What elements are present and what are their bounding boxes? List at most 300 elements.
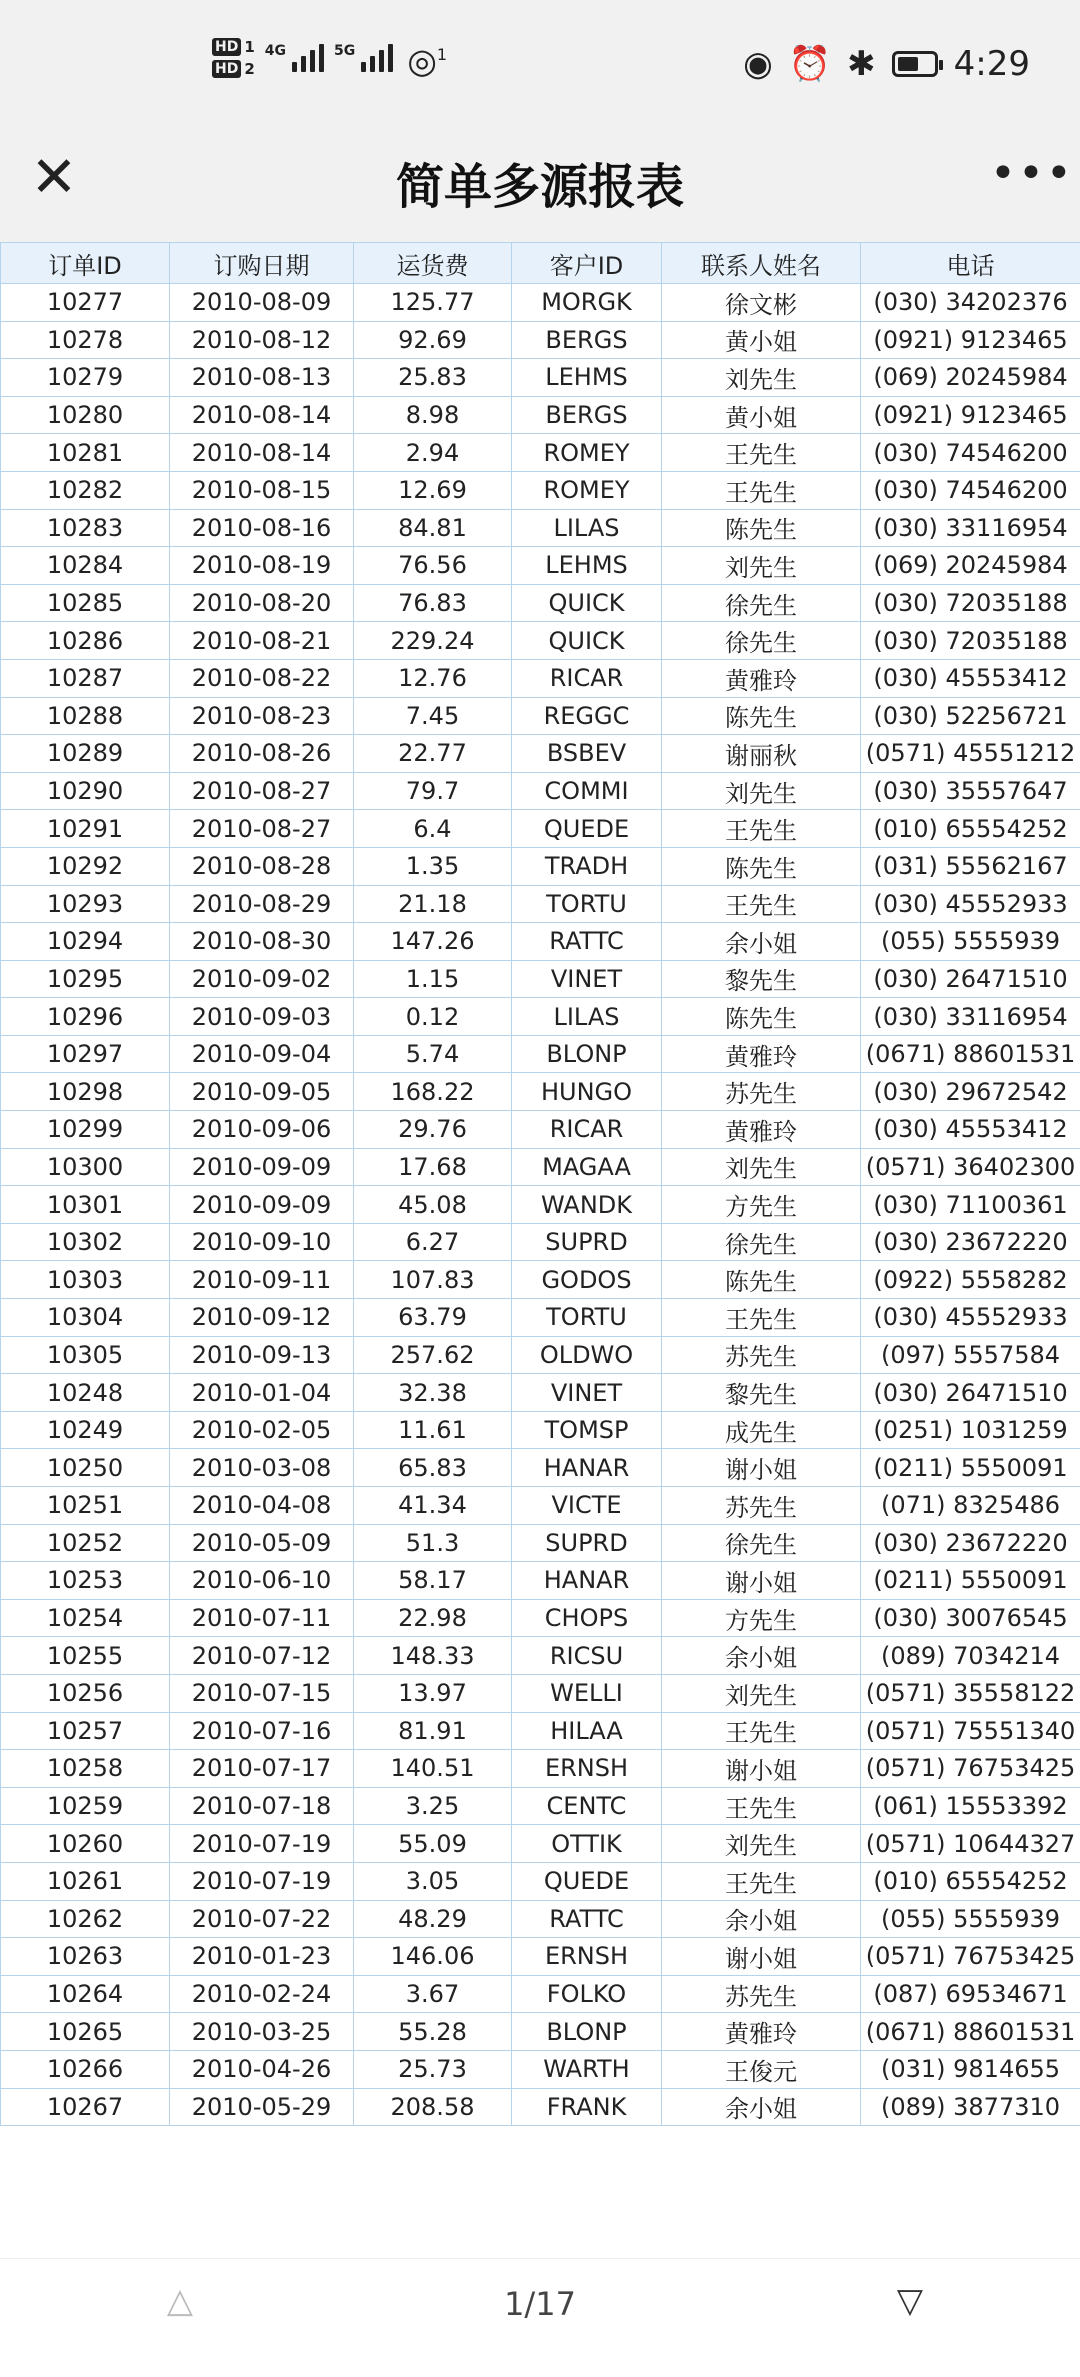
table-cell: 2010-08-09 [170, 284, 354, 322]
table-cell: 58.17 [354, 1562, 512, 1600]
table-cell: (031) 9814655 [861, 2050, 1080, 2088]
table-cell: 8.98 [354, 396, 512, 434]
table-cell: 王先生 [662, 1862, 861, 1900]
table-cell: 2010-05-29 [170, 2088, 354, 2126]
table-cell: (089) 7034214 [861, 1637, 1080, 1675]
table-row[interactable] [1, 772, 1080, 810]
table-cell: (030) 72035188 [861, 622, 1080, 660]
table-header-row [1, 243, 1080, 284]
table-cell: 6.27 [354, 1223, 512, 1261]
table-cell: 方先生 [662, 1186, 861, 1224]
table-cell: 55.28 [354, 2013, 512, 2051]
table-row[interactable] [1, 1862, 1080, 1900]
table-cell: (069) 20245984 [861, 547, 1080, 585]
table-cell: 王俊元 [662, 2050, 861, 2088]
close-button[interactable] [28, 152, 80, 204]
table-cell: (030) 71100361 [861, 1186, 1080, 1224]
table-row[interactable] [1, 1938, 1080, 1976]
table-cell: 10282 [1, 471, 170, 509]
table-cell: BLONP [512, 2013, 662, 2051]
table-cell: 苏先生 [662, 1975, 861, 2013]
table-cell: 2010-04-26 [170, 2050, 354, 2088]
table-cell: TORTU [512, 1299, 662, 1337]
table-row[interactable] [1, 1750, 1080, 1788]
table-cell: LILAS [512, 509, 662, 547]
table-cell: 徐先生 [662, 1223, 861, 1261]
table-cell: 10256 [1, 1674, 170, 1712]
table-cell: HANAR [512, 1562, 662, 1600]
table-row[interactable] [1, 396, 1080, 434]
table-cell: VINET [512, 1374, 662, 1412]
table-cell: (030) 23672220 [861, 1524, 1080, 1562]
table-cell: 10278 [1, 321, 170, 359]
signal-4g-icon [265, 44, 324, 72]
table-cell: 2010-03-08 [170, 1449, 354, 1487]
table-row[interactable] [1, 2050, 1080, 2088]
table-row[interactable] [1, 584, 1080, 622]
table-cell: VINET [512, 960, 662, 998]
table-cell: LILAS [512, 998, 662, 1036]
table-cell: 5.74 [354, 1035, 512, 1073]
table-cell: HUNGO [512, 1073, 662, 1111]
table-cell: 黄雅玲 [662, 2013, 861, 2051]
table-cell: (031) 55562167 [861, 847, 1080, 885]
table-cell: 10252 [1, 1524, 170, 1562]
column-header: 订购日期 [170, 243, 354, 284]
table-cell: (030) 52256721 [861, 697, 1080, 735]
table-cell: (030) 35557647 [861, 772, 1080, 810]
table-cell: 10255 [1, 1637, 170, 1675]
table-cell: (0921) 9123465 [861, 321, 1080, 359]
table-row[interactable] [1, 321, 1080, 359]
table-cell: FOLKO [512, 1975, 662, 2013]
battery-icon [892, 51, 938, 77]
table-cell: 146.06 [354, 1938, 512, 1976]
table-cell: 10267 [1, 2088, 170, 2126]
page-title: 简单多源报表 [0, 148, 1080, 217]
close-icon: ✕ [31, 145, 78, 210]
column-header: 电话 [861, 243, 1080, 284]
table-cell: (097) 5557584 [861, 1336, 1080, 1374]
signal-5g-icon [334, 44, 393, 72]
table-cell: 2010-08-23 [170, 697, 354, 735]
table-cell: 2010-07-11 [170, 1599, 354, 1637]
table-cell: (055) 5555939 [861, 923, 1080, 961]
table-row[interactable] [1, 697, 1080, 735]
table-cell: 2010-09-12 [170, 1299, 354, 1337]
table-cell: (0921) 9123465 [861, 396, 1080, 434]
table-row[interactable] [1, 1712, 1080, 1750]
table-cell: 3.25 [354, 1787, 512, 1825]
table-cell: 79.7 [354, 772, 512, 810]
table-cell: 10291 [1, 810, 170, 848]
table-cell: (030) 30076545 [861, 1599, 1080, 1637]
table-row[interactable] [1, 1336, 1080, 1374]
table-row[interactable] [1, 1111, 1080, 1149]
table-cell: (069) 20245984 [861, 359, 1080, 397]
table-cell: 2010-08-13 [170, 359, 354, 397]
report-table [0, 242, 1080, 2126]
table-cell: 10288 [1, 697, 170, 735]
table-cell: SUPRD [512, 1524, 662, 1562]
table-cell: RATTC [512, 1900, 662, 1938]
table-cell: 32.38 [354, 1374, 512, 1412]
table-cell: 2010-08-27 [170, 772, 354, 810]
table-cell: 10253 [1, 1562, 170, 1600]
table-cell: ERNSH [512, 1938, 662, 1976]
table-cell: 2010-08-27 [170, 810, 354, 848]
status-left [212, 38, 447, 78]
table-cell: 10304 [1, 1299, 170, 1337]
table-cell: 黎先生 [662, 960, 861, 998]
table-cell: 0.12 [354, 998, 512, 1036]
table-cell: 2010-07-16 [170, 1712, 354, 1750]
table-cell: 2010-09-10 [170, 1223, 354, 1261]
table-cell: 10257 [1, 1712, 170, 1750]
table-row[interactable] [1, 659, 1080, 697]
table-cell: 刘先生 [662, 547, 861, 585]
table-cell: LEHMS [512, 547, 662, 585]
table-row[interactable] [1, 1599, 1080, 1637]
table-cell: 41.34 [354, 1487, 512, 1525]
table-cell: 10301 [1, 1186, 170, 1224]
table-cell: 3.67 [354, 1975, 512, 2013]
table-cell: 48.29 [354, 1900, 512, 1938]
table-cell: 10297 [1, 1035, 170, 1073]
table-cell: RICAR [512, 1111, 662, 1149]
table-cell: 2010-07-17 [170, 1750, 354, 1788]
hd2-sub: 2 [244, 60, 254, 78]
eye-icon: ◉ [743, 44, 773, 84]
table-row[interactable] [1, 1186, 1080, 1224]
table-cell: MAGAA [512, 1148, 662, 1186]
table-cell: 2010-07-22 [170, 1900, 354, 1938]
table-row[interactable] [1, 1825, 1080, 1863]
table-cell: 2010-04-08 [170, 1487, 354, 1525]
table-cell: 10259 [1, 1787, 170, 1825]
table-cell: 10250 [1, 1449, 170, 1487]
table-row[interactable] [1, 1035, 1080, 1073]
table-cell: 63.79 [354, 1299, 512, 1337]
table-cell: 65.83 [354, 1449, 512, 1487]
table-cell: 王先生 [662, 885, 861, 923]
table-cell: 148.33 [354, 1637, 512, 1675]
table-cell: (0571) 45551212 [861, 735, 1080, 773]
table-cell: (0571) 10644327 [861, 1825, 1080, 1863]
net1-label: 4G [265, 44, 286, 58]
table-row[interactable] [1, 1073, 1080, 1111]
table-cell: 谢小姐 [662, 1938, 861, 1976]
table-row[interactable] [1, 284, 1080, 322]
triangle-up-icon: △ [167, 2281, 193, 2321]
table-cell: 2010-08-26 [170, 735, 354, 773]
table-cell: 7.45 [354, 697, 512, 735]
table-cell: 125.77 [354, 284, 512, 322]
table-cell: 刘先生 [662, 1825, 861, 1863]
table-cell: 2010-08-14 [170, 434, 354, 472]
table-row[interactable] [1, 2088, 1080, 2126]
table-row[interactable] [1, 1637, 1080, 1675]
hd-indicators [212, 38, 255, 78]
table-cell: 2010-08-20 [170, 584, 354, 622]
table-cell: (030) 33116954 [861, 998, 1080, 1036]
table-cell: 92.69 [354, 321, 512, 359]
table-row[interactable] [1, 1148, 1080, 1186]
table-cell: 谢小姐 [662, 1750, 861, 1788]
table-cell: 2010-07-19 [170, 1862, 354, 1900]
table-cell: 徐先生 [662, 622, 861, 660]
table-cell: 10260 [1, 1825, 170, 1863]
table-row[interactable] [1, 1975, 1080, 2013]
table-cell: COMMI [512, 772, 662, 810]
table-cell: 2010-09-02 [170, 960, 354, 998]
table-row[interactable] [1, 1787, 1080, 1825]
table-cell: (055) 5555939 [861, 1900, 1080, 1938]
table-cell: 11.61 [354, 1411, 512, 1449]
table-cell: 10251 [1, 1487, 170, 1525]
table-cell: 10261 [1, 1862, 170, 1900]
table-cell: HILAA [512, 1712, 662, 1750]
bluetooth-vibrate-icon: ✱ [847, 44, 876, 84]
table-cell: (0922) 5558282 [861, 1261, 1080, 1299]
table-cell: 2010-09-13 [170, 1336, 354, 1374]
net2-label: 5G [334, 44, 355, 58]
table-cell: 208.58 [354, 2088, 512, 2126]
table-row[interactable] [1, 885, 1080, 923]
status-right [743, 44, 1030, 84]
table-cell: 1.35 [354, 847, 512, 885]
table-cell: 107.83 [354, 1261, 512, 1299]
table-row[interactable] [1, 847, 1080, 885]
table-cell: (0211) 5550091 [861, 1449, 1080, 1487]
table-cell: (030) 33116954 [861, 509, 1080, 547]
table-row[interactable] [1, 960, 1080, 998]
table-cell: 2.94 [354, 434, 512, 472]
table-row[interactable] [1, 547, 1080, 585]
table-cell: 余小姐 [662, 923, 861, 961]
table-cell: 257.62 [354, 1336, 512, 1374]
table-row[interactable] [1, 1223, 1080, 1261]
table-row[interactable] [1, 2013, 1080, 2051]
table-cell: 黄雅玲 [662, 1035, 861, 1073]
table-cell: 10254 [1, 1599, 170, 1637]
table-cell: WANDK [512, 1186, 662, 1224]
table-cell: 黄雅玲 [662, 1111, 861, 1149]
table-cell: TOMSP [512, 1411, 662, 1449]
table-cell: (010) 65554252 [861, 1862, 1080, 1900]
table-row[interactable] [1, 471, 1080, 509]
table-cell: 成先生 [662, 1411, 861, 1449]
table-cell: (030) 29672542 [861, 1073, 1080, 1111]
table-row[interactable] [1, 735, 1080, 773]
table-cell: 2010-09-05 [170, 1073, 354, 1111]
table-cell: WARTH [512, 2050, 662, 2088]
table-cell: OTTIK [512, 1825, 662, 1863]
table-row[interactable] [1, 1374, 1080, 1412]
table-cell: REGGC [512, 697, 662, 735]
table-cell: 苏先生 [662, 1487, 861, 1525]
table-cell: SUPRD [512, 1223, 662, 1261]
table-cell: 229.24 [354, 622, 512, 660]
table-cell: 2010-08-30 [170, 923, 354, 961]
table-row[interactable] [1, 1524, 1080, 1562]
table-cell: 2010-09-03 [170, 998, 354, 1036]
table-cell: (030) 45553412 [861, 659, 1080, 697]
table-row[interactable] [1, 622, 1080, 660]
table-cell: 徐先生 [662, 1524, 861, 1562]
table-cell: HANAR [512, 1449, 662, 1487]
table-cell: (010) 65554252 [861, 810, 1080, 848]
table-cell: FRANK [512, 2088, 662, 2126]
table-cell: 17.68 [354, 1148, 512, 1186]
table-row[interactable] [1, 923, 1080, 961]
table-row[interactable] [1, 1411, 1080, 1449]
table-cell: WELLI [512, 1674, 662, 1712]
table-cell: 王先生 [662, 1787, 861, 1825]
table-cell: 2010-01-23 [170, 1938, 354, 1976]
table-body [1, 284, 1080, 2126]
table-cell: 10296 [1, 998, 170, 1036]
table-cell: 25.73 [354, 2050, 512, 2088]
table-cell: 2010-07-15 [170, 1674, 354, 1712]
table-cell: BLONP [512, 1035, 662, 1073]
table-cell: 10264 [1, 1975, 170, 2013]
table-cell: 10279 [1, 359, 170, 397]
table-cell: 余小姐 [662, 1900, 861, 1938]
table-cell: 55.09 [354, 1825, 512, 1863]
table-cell: RICAR [512, 659, 662, 697]
table-cell: 76.56 [354, 547, 512, 585]
triangle-down-icon: ▽ [897, 2281, 923, 2321]
table-row[interactable] [1, 1900, 1080, 1938]
table-cell: 2010-06-10 [170, 1562, 354, 1600]
table-cell: 2010-08-22 [170, 659, 354, 697]
table-cell: 余小姐 [662, 2088, 861, 2126]
table-row[interactable] [1, 1261, 1080, 1299]
table-cell: QUEDE [512, 1862, 662, 1900]
table-cell: 2010-02-24 [170, 1975, 354, 2013]
table-row[interactable] [1, 810, 1080, 848]
hotspot-icon: ◎$^1$ [407, 38, 447, 78]
table-cell: (0671) 88601531 [861, 1035, 1080, 1073]
table-cell: TORTU [512, 885, 662, 923]
table-cell: 刘先生 [662, 1674, 861, 1712]
table-cell: 王先生 [662, 471, 861, 509]
table-cell: 陈先生 [662, 697, 861, 735]
table-cell: 王先生 [662, 1712, 861, 1750]
table-cell: 10300 [1, 1148, 170, 1186]
table-cell: 黄小姐 [662, 396, 861, 434]
table-row[interactable] [1, 1674, 1080, 1712]
table-cell: (030) 26471510 [861, 1374, 1080, 1412]
table-cell: 168.22 [354, 1073, 512, 1111]
table-cell: 22.98 [354, 1599, 512, 1637]
table-cell: (0251) 1031259 [861, 1411, 1080, 1449]
table-cell: 2010-07-19 [170, 1825, 354, 1863]
table-cell: MORGK [512, 284, 662, 322]
table-row[interactable] [1, 359, 1080, 397]
table-cell: 10283 [1, 509, 170, 547]
table-cell: 21.18 [354, 885, 512, 923]
table-cell: 1.15 [354, 960, 512, 998]
table-cell: LEHMS [512, 359, 662, 397]
table-cell: 2010-03-25 [170, 2013, 354, 2051]
table-row[interactable] [1, 1449, 1080, 1487]
table-cell: 13.97 [354, 1674, 512, 1712]
table-cell: 2010-08-15 [170, 471, 354, 509]
table-cell: 谢小姐 [662, 1562, 861, 1600]
column-header: 订单ID [1, 243, 170, 284]
table-cell: 2010-08-21 [170, 622, 354, 660]
table-cell: 2010-02-05 [170, 1411, 354, 1449]
report-table-container[interactable] [0, 242, 1080, 2126]
table-cell: (030) 72035188 [861, 584, 1080, 622]
table-cell: 2010-08-19 [170, 547, 354, 585]
table-cell: GODOS [512, 1261, 662, 1299]
table-cell: 10303 [1, 1261, 170, 1299]
table-cell: (030) 45552933 [861, 885, 1080, 923]
table-cell: (0571) 76753425 [861, 1938, 1080, 1976]
table-cell: 10294 [1, 923, 170, 961]
table-cell: 22.77 [354, 735, 512, 773]
table-row[interactable] [1, 1487, 1080, 1525]
table-cell: 2010-09-09 [170, 1148, 354, 1186]
table-row[interactable] [1, 434, 1080, 472]
table-row[interactable] [1, 1299, 1080, 1337]
table-cell: 10293 [1, 885, 170, 923]
table-cell: RATTC [512, 923, 662, 961]
table-cell: 84.81 [354, 509, 512, 547]
table-cell: (0211) 5550091 [861, 1562, 1080, 1600]
table-row[interactable] [1, 1562, 1080, 1600]
next-page-button[interactable] [890, 2281, 930, 2321]
status-bar [0, 0, 1080, 140]
hd1-sub: 1 [244, 38, 254, 56]
table-cell: 2010-08-28 [170, 847, 354, 885]
table-cell: 2010-09-04 [170, 1035, 354, 1073]
table-cell: 81.91 [354, 1712, 512, 1750]
table-cell: 10281 [1, 434, 170, 472]
table-cell: 10265 [1, 2013, 170, 2051]
table-cell: (030) 23672220 [861, 1223, 1080, 1261]
table-cell: (087) 69534671 [861, 1975, 1080, 2013]
table-cell: (0671) 88601531 [861, 2013, 1080, 2051]
table-cell: 2010-08-16 [170, 509, 354, 547]
table-cell: 10295 [1, 960, 170, 998]
table-row[interactable] [1, 509, 1080, 547]
table-cell: (0571) 35558122 [861, 1674, 1080, 1712]
column-header: 运货费 [354, 243, 512, 284]
column-header: 联系人姓名 [662, 243, 861, 284]
more-icon: ••• [990, 148, 1074, 199]
more-button[interactable] [990, 144, 1050, 204]
table-cell: 10287 [1, 659, 170, 697]
table-cell: BERGS [512, 396, 662, 434]
table-cell: ERNSH [512, 1750, 662, 1788]
table-cell: ROMEY [512, 471, 662, 509]
table-cell: 10258 [1, 1750, 170, 1788]
table-cell: 苏先生 [662, 1336, 861, 1374]
table-cell: 王先生 [662, 1299, 861, 1337]
table-cell: 10248 [1, 1374, 170, 1412]
table-row[interactable] [1, 998, 1080, 1036]
table-cell: 王先生 [662, 434, 861, 472]
hd2-indicator [212, 60, 255, 78]
alarm-icon: ⏰ [789, 44, 831, 84]
table-cell: 谢小姐 [662, 1449, 861, 1487]
table-cell: 25.83 [354, 359, 512, 397]
table-cell: 45.08 [354, 1186, 512, 1224]
